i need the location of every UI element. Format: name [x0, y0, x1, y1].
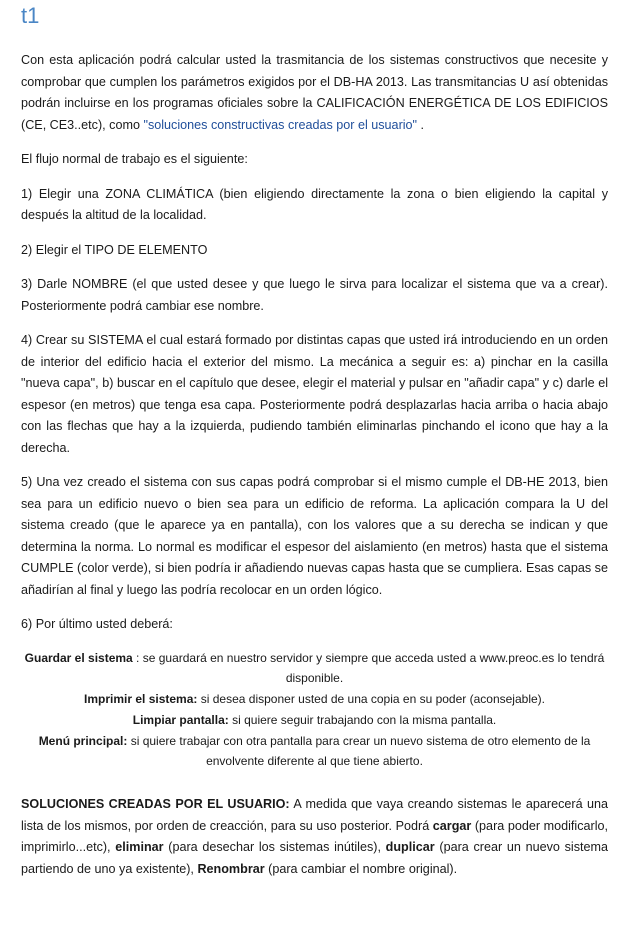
- intro-text: Con esta aplicación podrá calcular usted la trasmitancia de los sistemas constructivos que necesite y comprobar que cumplen los parámetros exigidos por el DB-HA 2013. Las transmitancias U así obtenidas podrán incluirse en los programas oficiales sobre la CALIFICACIÓN ENERGÉTICA DE LOS EDIFICIOS (CE, CE3..etc), como: [21, 53, 608, 132]
- flow-heading: El flujo normal de trabajo es el siguiente:: [21, 152, 248, 166]
- keyword-delete: eliminar: [115, 840, 164, 855]
- step-5: 5) Una vez creado el sistema con sus capas podrá comprobar si el mismo cumple el DB-HE 2013, bien sea para un edificio nuevo o bien sea para un edificio de reforma. La aplicación compara la U del sistema creado (que le aparece ya en pantalla), con los valores que a su derecha se indican y que determina la norma. Lo normal es modificar el espesor del aislamiento (en metros) hasta que el sistema CUMPLE (color verde), si bien podría ir añadiendo nuevas capas hasta que se cumpliera. Esas capas se añadirían al final y luego las podría recolocar en un orden lógico.: [21, 475, 608, 597]
- user-solutions-link-text: "soluciones constructivas creadas por el usuario": [143, 117, 418, 132]
- action-label: Menú principal:: [38, 733, 128, 748]
- user-solutions-paragraph: SOLUCIONES CREADAS POR EL USUARIO: A medida que vaya creando sistemas le aparecerá una lista de los mismos, por orden de creacción, para su uso posterior. Podrá cargar (para poder modificarlo, imprimirlo...etc), eliminar (para desechar los sistemas inútiles), duplicar (para crear un nuevo sistema partiendo de uno ya existente), Renombrar (para cambiar el nombre original).: [21, 797, 608, 876]
- user-solutions-heading: SOLUCIONES CREADAS POR EL USUARIO:: [21, 797, 290, 812]
- keyword-rename: Renombrar: [197, 861, 265, 876]
- action-label: Limpiar pantalla:: [132, 712, 229, 727]
- action-main-menu: [21, 731, 608, 773]
- step-2: 2) Elegir el TIPO DE ELEMENTO: [21, 242, 208, 257]
- action-description: si desea disponer usted de una copia en su poder (aconsejable).: [200, 692, 545, 707]
- keyword-load: cargar: [432, 818, 472, 833]
- intro-text-end: .: [417, 117, 425, 132]
- step-4: 4) Crear su SISTEMA el cual estará formado por distintas capas que usted irá introduciendo en un orden de interior del edificio hacia el exterior del mismo. La mecánica a seguir es: a) pinchar en la casilla "nueva capa", b) buscar en el capítulo que desee, elegir el material y pulsar en "añadir capa" y c) darle el espesor (en metros) que tenga esa capa. Posteriormente podrá desplazarlas hacia arriba o hacia abajo con las flechas que hay a la izquierda, pudiendo también eliminarlas pinchando el icono que hay a la derecha.: [21, 333, 608, 455]
- action-clear: [21, 710, 608, 731]
- step-3: 3) Darle NOMBRE (el que usted desee y que luego le sirva para localizar el sistema que va a crear). Posteriormente podrá cambiar ese nombre.: [21, 277, 608, 313]
- action-description: si quiere trabajar con otra pantalla para crear un nuevo sistema de otro elemento de la envolvente diferente al que tiene abierto.: [130, 733, 591, 769]
- action-description: si quiere seguir trabajando con la misma pantalla.: [232, 712, 497, 727]
- action-print: [21, 689, 608, 710]
- action-label: Guardar el sistema: [24, 650, 133, 665]
- action-description: se guardará en nuestro servidor y siempre que acceda usted a www.preoc.es lo tendrá disponible.: [142, 650, 605, 686]
- step-1: 1) Elegir una ZONA CLIMÁTICA (bien eligiendo directamente la zona o bien eligiendo la capital y después la altitud de la localidad.: [21, 186, 608, 222]
- keyword-duplicate: duplicar: [385, 840, 435, 855]
- page-title: t1: [21, 3, 40, 28]
- step-6: 6) Por último usted deberá:: [21, 617, 173, 631]
- final-actions-list: [21, 648, 608, 773]
- intro-paragraph: [21, 50, 608, 136]
- action-save: Guardar el sistema : se guardará en nuestro servidor y siempre que acceda usted a www.preoc.es lo tendrá disponible.: [24, 650, 605, 686]
- action-label: Imprimir el sistema:: [84, 692, 198, 707]
